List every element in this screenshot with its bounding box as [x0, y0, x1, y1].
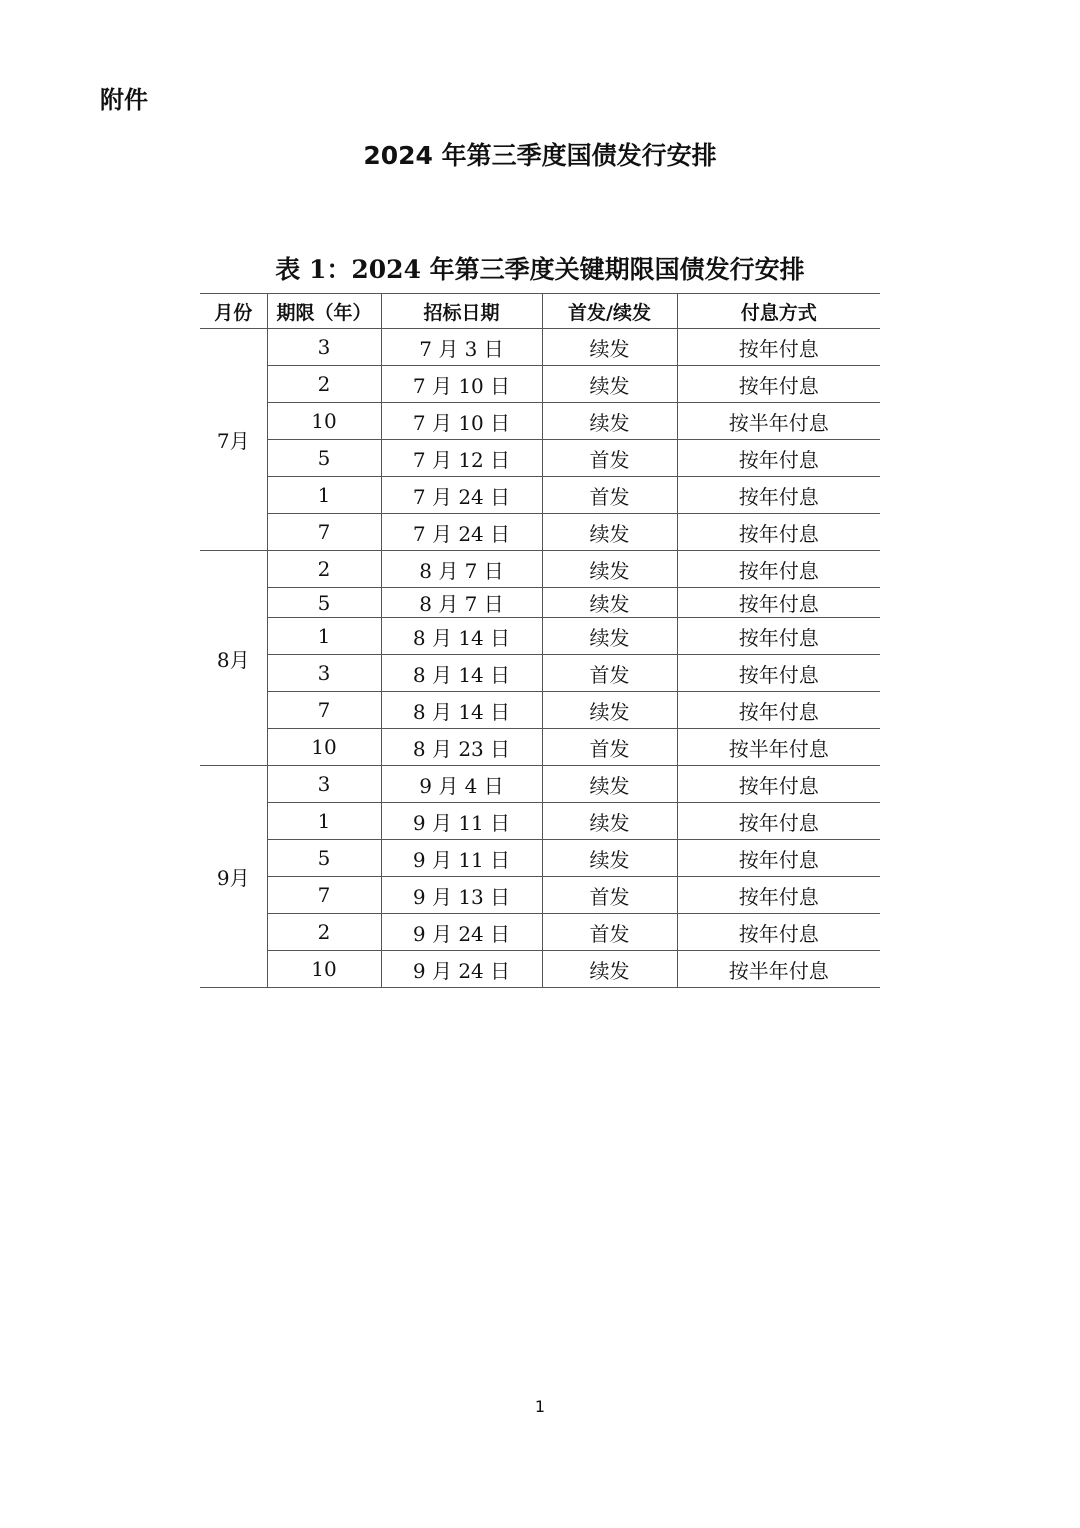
- interest-cell: 按年付息: [677, 914, 880, 951]
- interest-cell: 按半年付息: [677, 729, 880, 766]
- table-row: [200, 588, 880, 618]
- term-cell: 5: [267, 588, 381, 618]
- interest-cell: 按年付息: [677, 877, 880, 914]
- issue-type-cell: 首发: [542, 877, 677, 914]
- month-cell: 8月: [200, 551, 267, 766]
- date-cell: 9 月 11 日: [381, 840, 542, 877]
- date-cell: 7 月 12 日: [381, 440, 542, 477]
- table-row: [200, 618, 880, 655]
- interest-cell: 按半年付息: [677, 403, 880, 440]
- interest-cell: 按年付息: [677, 618, 880, 655]
- bond-schedule-table: [200, 293, 880, 988]
- issue-type-cell: 续发: [542, 551, 677, 588]
- page-number: 1: [534, 1397, 546, 1416]
- issue-type-cell: 首发: [542, 655, 677, 692]
- interest-cell: 按年付息: [677, 329, 880, 366]
- table-row: [200, 403, 880, 440]
- term-cell: 10: [267, 403, 381, 440]
- issue-type-cell: 续发: [542, 692, 677, 729]
- term-cell: 7: [267, 877, 381, 914]
- date-cell: 8 月 14 日: [381, 692, 542, 729]
- table-row: [200, 692, 880, 729]
- interest-cell: 按年付息: [677, 477, 880, 514]
- date-cell: 7 月 3 日: [381, 329, 542, 366]
- date-cell: 7 月 24 日: [381, 477, 542, 514]
- table-row: [200, 951, 880, 988]
- issue-type-cell: 首发: [542, 729, 677, 766]
- interest-cell: 按年付息: [677, 692, 880, 729]
- issue-type-cell: 首发: [542, 477, 677, 514]
- term-cell: 3: [267, 655, 381, 692]
- term-cell: 7: [267, 692, 381, 729]
- header-interest-method: 付息方式: [677, 294, 880, 329]
- issue-type-cell: 续发: [542, 766, 677, 803]
- date-cell: 9 月 24 日: [381, 914, 542, 951]
- issue-type-cell: 续发: [542, 951, 677, 988]
- date-cell: 8 月 7 日: [381, 588, 542, 618]
- interest-cell: 按年付息: [677, 514, 880, 551]
- term-cell: 10: [267, 951, 381, 988]
- table-row: [200, 803, 880, 840]
- header-month: 月份: [200, 294, 267, 329]
- term-cell: 2: [267, 366, 381, 403]
- term-cell: 3: [267, 766, 381, 803]
- issue-type-cell: 首发: [542, 914, 677, 951]
- term-cell: 5: [267, 840, 381, 877]
- interest-cell: 按年付息: [677, 655, 880, 692]
- date-cell: 8 月 7 日: [381, 551, 542, 588]
- interest-cell: 按半年付息: [677, 951, 880, 988]
- attachment-label: 附件: [100, 86, 148, 114]
- table-row: [200, 329, 880, 366]
- issue-type-cell: 续发: [542, 366, 677, 403]
- header-term: 期限（年）: [267, 294, 381, 329]
- date-cell: 7 月 10 日: [381, 403, 542, 440]
- interest-cell: 按年付息: [677, 588, 880, 618]
- interest-cell: 按年付息: [677, 840, 880, 877]
- term-cell: 7: [267, 514, 381, 551]
- issue-type-cell: 续发: [542, 618, 677, 655]
- table-row: [200, 729, 880, 766]
- table-row: [200, 551, 880, 588]
- date-cell: 8 月 14 日: [381, 618, 542, 655]
- term-cell: 1: [267, 803, 381, 840]
- term-cell: 1: [267, 477, 381, 514]
- interest-cell: 按年付息: [677, 803, 880, 840]
- table-row: [200, 366, 880, 403]
- interest-cell: 按年付息: [677, 440, 880, 477]
- issue-type-cell: 续发: [542, 514, 677, 551]
- month-cell: 7月: [200, 329, 267, 551]
- month-cell: 9月: [200, 766, 267, 988]
- date-cell: 9 月 13 日: [381, 877, 542, 914]
- table-row: [200, 477, 880, 514]
- table-header-row: [200, 294, 880, 329]
- table-row: [200, 914, 880, 951]
- table-row: [200, 840, 880, 877]
- table-row: [200, 877, 880, 914]
- table-title: 表 1：2024 年第三季度关键期限国债发行安排: [275, 255, 805, 284]
- issue-type-cell: 首发: [542, 440, 677, 477]
- date-cell: 9 月 4 日: [381, 766, 542, 803]
- date-cell: 7 月 24 日: [381, 514, 542, 551]
- document-title: 2024 年第三季度国债发行安排: [363, 141, 717, 170]
- interest-cell: 按年付息: [677, 551, 880, 588]
- header-issue-type: 首发/续发: [542, 294, 677, 329]
- date-cell: 8 月 14 日: [381, 655, 542, 692]
- interest-cell: 按年付息: [677, 366, 880, 403]
- table-row: [200, 514, 880, 551]
- date-cell: 9 月 24 日: [381, 951, 542, 988]
- interest-cell: 按年付息: [677, 766, 880, 803]
- term-cell: 5: [267, 440, 381, 477]
- issue-type-cell: 续发: [542, 588, 677, 618]
- table-row: [200, 440, 880, 477]
- issue-type-cell: 续发: [542, 403, 677, 440]
- table-row: [200, 655, 880, 692]
- date-cell: 7 月 10 日: [381, 366, 542, 403]
- term-cell: 10: [267, 729, 381, 766]
- term-cell: 2: [267, 551, 381, 588]
- date-cell: 9 月 11 日: [381, 803, 542, 840]
- header-auction-date: 招标日期: [381, 294, 542, 329]
- term-cell: 2: [267, 914, 381, 951]
- issue-type-cell: 续发: [542, 803, 677, 840]
- term-cell: 3: [267, 329, 381, 366]
- date-cell: 8 月 23 日: [381, 729, 542, 766]
- issue-type-cell: 续发: [542, 329, 677, 366]
- issue-type-cell: 续发: [542, 840, 677, 877]
- table-row: [200, 766, 880, 803]
- term-cell: 1: [267, 618, 381, 655]
